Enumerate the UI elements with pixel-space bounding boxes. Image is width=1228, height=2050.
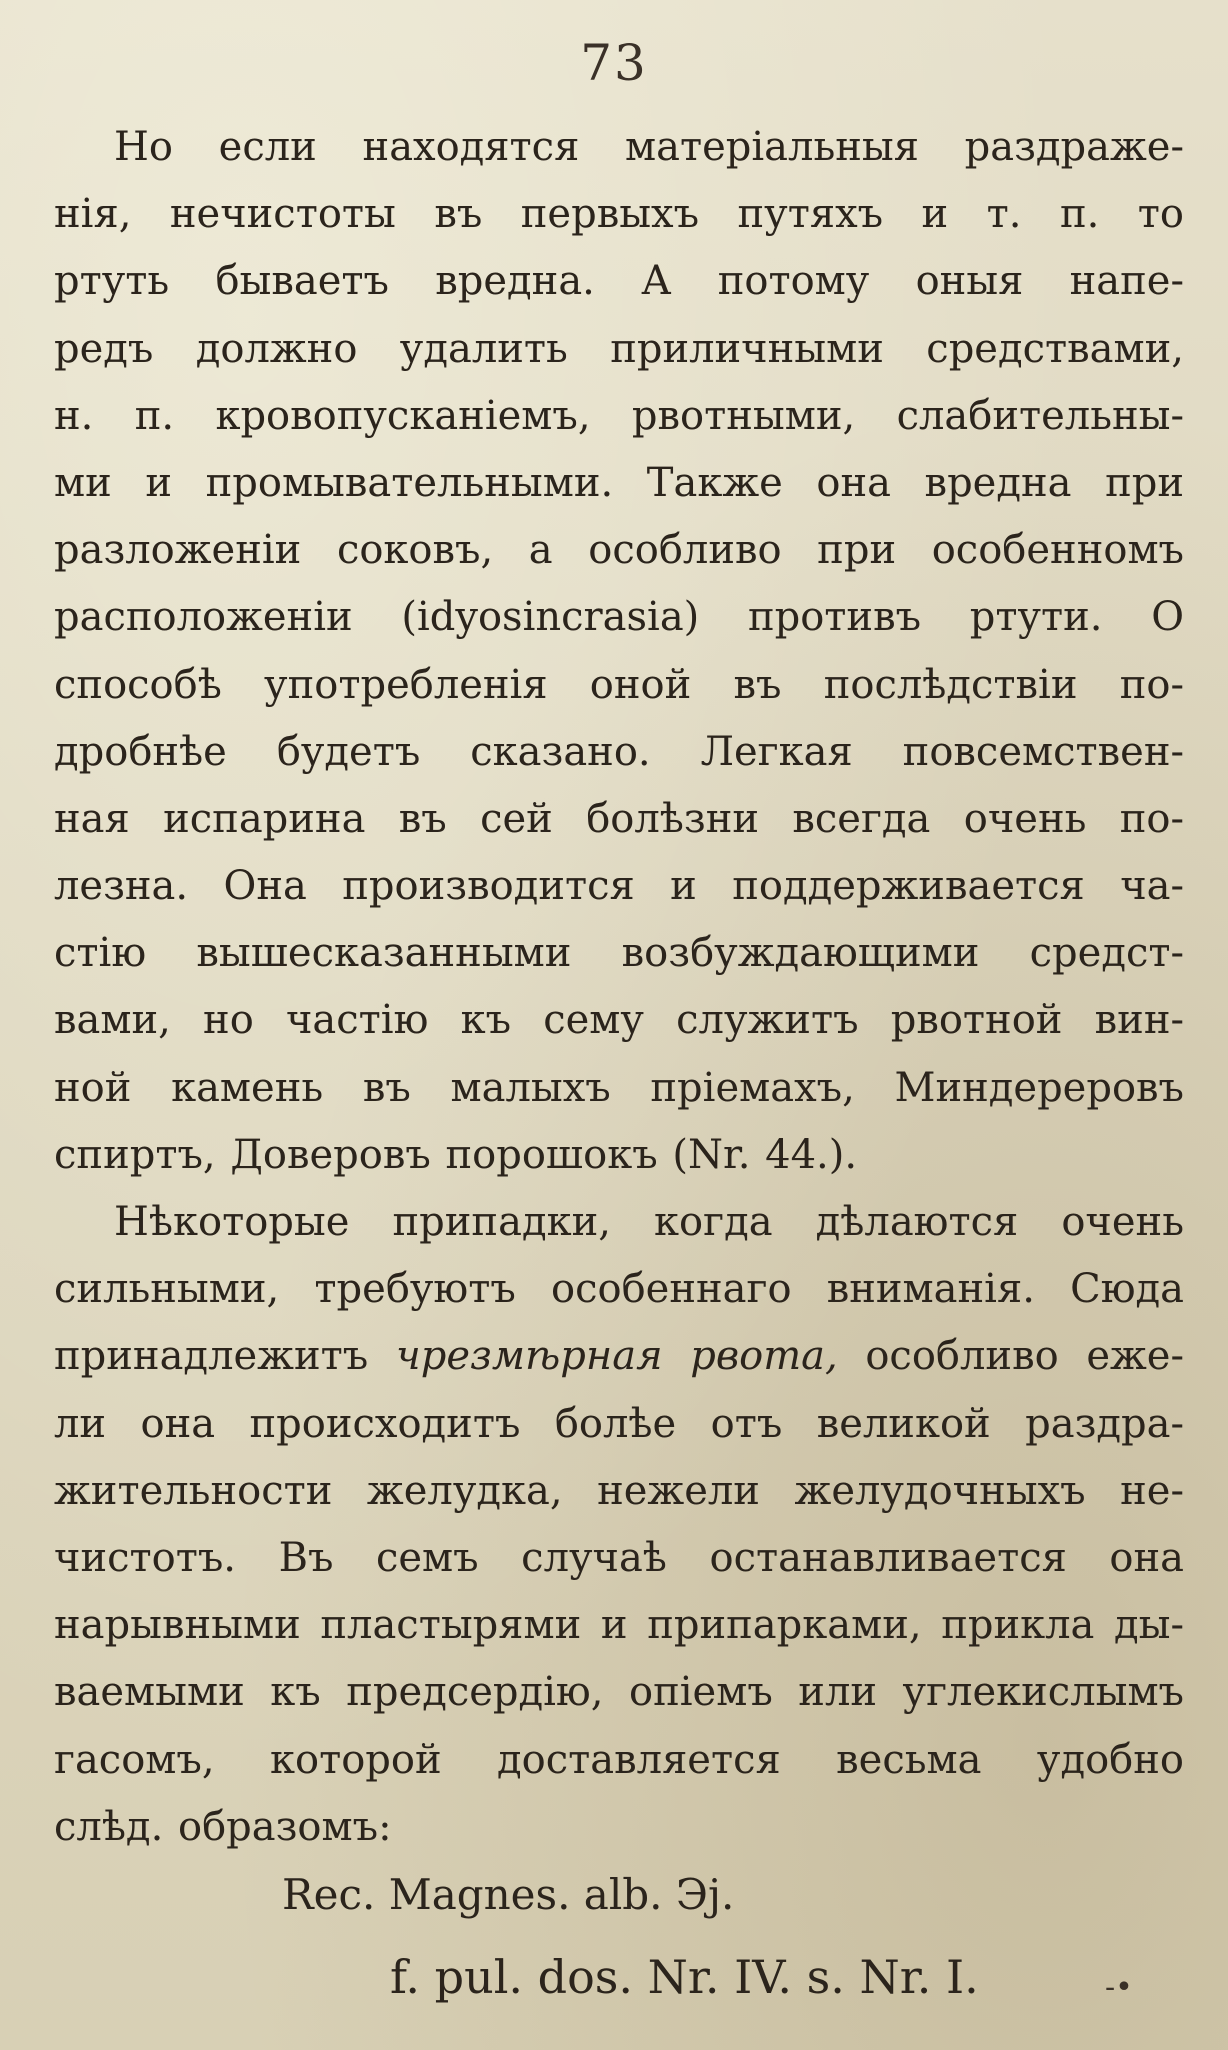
margin-mark: -•	[1105, 1970, 1133, 2005]
text-line: нарывными пластырями и припарками, прикла ды-	[54, 1602, 1184, 1649]
text-line: слѣд. образомъ:	[54, 1803, 392, 1850]
text-line: ртуть бываетъ вредна. А потому оныя напе-	[54, 258, 1184, 305]
text-line: ной камень въ малыхъ пріемахъ, Миндереровъ	[54, 1064, 1184, 1111]
recipe-line: Rec. Magnes. alb. Эj.	[282, 1870, 735, 1919]
text-line: расположеніи (idyosincrasia) противъ ртути. О	[54, 594, 1184, 641]
text-line: ваемыми къ предсердію, опіемъ или углекислымъ	[54, 1669, 1184, 1716]
page-number: 73	[580, 34, 648, 92]
text-line: стію вышесказанными возбуждающими средст-	[54, 930, 1184, 977]
text-line: ми и промывательными. Также она вредна при	[54, 459, 1184, 506]
body-text	[54, 114, 1184, 1861]
text-line: гасомъ, которой доставляется весьма удобно	[54, 1736, 1184, 1783]
text-line: вами, но частію къ сему служитъ рвотной вин-	[54, 997, 1184, 1044]
text-line: ли она происходитъ болѣе отъ великой раздра-	[54, 1400, 1184, 1447]
text-line: чистотъ. Въ семъ случаѣ останавливается она	[54, 1534, 1184, 1581]
text-line: редъ должно удалить приличными средствами,	[54, 325, 1184, 372]
text-line: спиртъ, Доверовъ порошокъ (Nr. 44.).	[54, 1131, 858, 1178]
text-line: нія, нечистоты въ первыхъ путяхъ и т. п. то	[54, 191, 1184, 238]
recipe-line: f. pul. dos. Nr. IV. s. Nr. I.	[390, 1950, 979, 2004]
emphasis-text: чрезмѣрная рвота,	[395, 1333, 838, 1380]
text-line: Но если находятся матеріальныя раздраже-	[114, 124, 1184, 170]
text-fragment: принадлежитъ	[54, 1333, 396, 1380]
text-line: сильными, требуютъ особеннаго вниманія. Сюда	[54, 1266, 1184, 1313]
text-line: жительности желудка, нежели желудочныхъ не-	[54, 1467, 1184, 1514]
text-line: дробнѣе будетъ сказано. Легкая повсемствен-	[54, 728, 1184, 775]
text-fragment: особливо еже-	[837, 1333, 1184, 1380]
text-line: ная испарина въ сей болѣзни всегда очень по-	[54, 795, 1184, 842]
text-line	[54, 1323, 1184, 1390]
text-line: способѣ употребленія оной въ послѣдствіи по-	[54, 661, 1184, 708]
text-line: Нѣкоторые припадки, когда дѣлаются очень	[114, 1199, 1184, 1245]
text-line: разложеніи соковъ, а особливо при особенномъ	[54, 527, 1184, 574]
text-line: н. п. кровопусканіемъ, рвотными, слабительны-	[54, 392, 1184, 439]
text-line: лезна. Она производится и поддерживается ча-	[54, 863, 1184, 910]
